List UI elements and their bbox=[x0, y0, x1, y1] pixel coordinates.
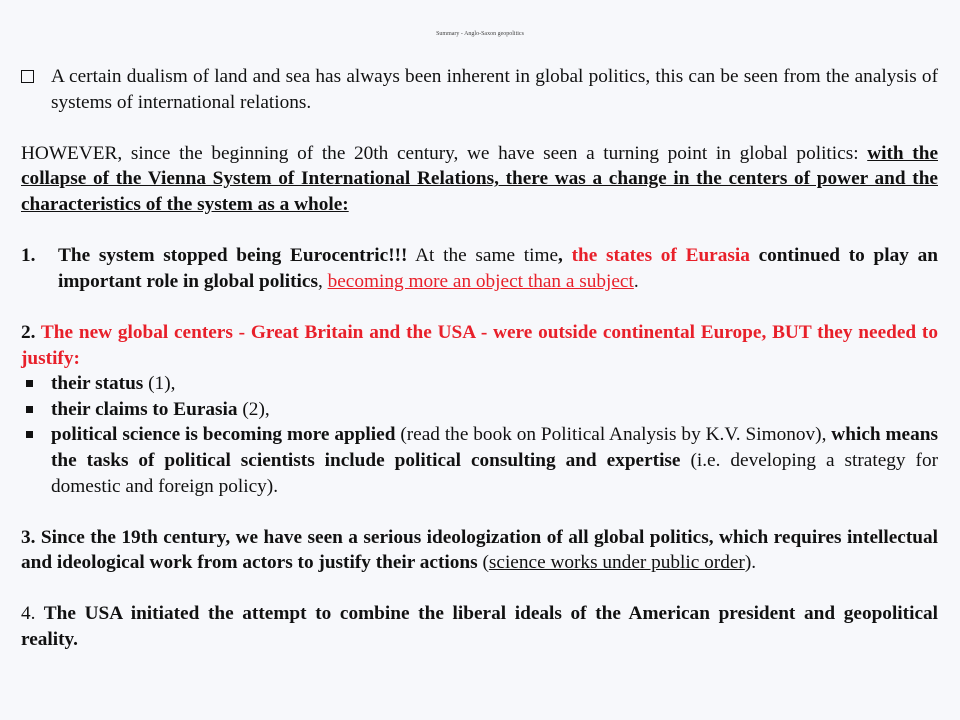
point-1-end: . bbox=[633, 270, 639, 292]
point-3-open: ( bbox=[477, 552, 489, 574]
bullet-3-rest-2: (i.e. developing a strategy for domestic and foreign policy). bbox=[51, 449, 939, 497]
point-2-bullet-3 bbox=[21, 422, 938, 499]
bullet-3-bold: political science is becoming more applied bbox=[51, 424, 396, 446]
square-bullet-icon bbox=[26, 431, 33, 438]
point-2-text: The new global centers - Great Britain and the USA - were outside continental Europe, BUT they needed to justify: bbox=[21, 321, 938, 369]
point-2 bbox=[21, 320, 938, 371]
point-1-text-a: At the same time bbox=[407, 245, 559, 267]
slide-content bbox=[21, 64, 938, 653]
point-3-underline: science works under public order bbox=[488, 552, 745, 574]
point-3-bold: 3. Since the 19th century, we have seen a serious ideologization of all global politics, which requires intellectual and ideological work from actors to justify their actions bbox=[21, 526, 938, 574]
point-1 bbox=[21, 243, 938, 294]
point-3 bbox=[21, 525, 938, 576]
point-2-number: 2. bbox=[21, 321, 36, 343]
point-4-number: 4. bbox=[21, 603, 36, 625]
however-lead: HOWEVER, since the beginning of the 20th century, we have seen a turning point in global politics: bbox=[21, 142, 868, 164]
bullet-1-bold: their status bbox=[51, 373, 144, 395]
however-paragraph bbox=[21, 141, 938, 218]
point-4 bbox=[21, 601, 938, 652]
bullet-1-rest: (1), bbox=[143, 373, 176, 395]
square-bullet-icon bbox=[26, 406, 33, 413]
point-1-number: 1. bbox=[21, 245, 36, 267]
square-bullet-icon bbox=[26, 380, 33, 387]
bullet-3-rest: (read the book on Political Analysis by K.V. Simonov), bbox=[395, 424, 827, 446]
intro-bullet bbox=[21, 64, 938, 115]
bullet-3-bold-2: which means the tasks of political scientists include political consulting and expertise bbox=[51, 424, 938, 471]
point-2-bullet-2 bbox=[21, 397, 938, 423]
bullet-2-bold: their claims to Eurasia bbox=[51, 398, 238, 420]
point-1-comma-a: , bbox=[558, 245, 572, 267]
however-emphasis: with the collapse of the Vienna System of International Relations, there was a change in the centers of power and the characteristics of the system as a whole: bbox=[21, 142, 938, 215]
point-3-close: ). bbox=[744, 552, 757, 574]
checkbox-bullet-icon bbox=[21, 64, 34, 91]
bullet-2-rest: (2), bbox=[237, 398, 270, 420]
point-1-object: becoming more an object than a subject bbox=[327, 270, 634, 292]
point-4-bold: The USA initiated the attempt to combine the liberal ideals of the American president and geopolitical reality. bbox=[21, 603, 938, 651]
point-2-bullet-1 bbox=[21, 371, 938, 397]
intro-text: A certain dualism of land and sea has always been inherent in global politics, this can be seen from the analysis of systems of international relations. bbox=[51, 66, 938, 113]
point-1-eurasia: the states of Eurasia bbox=[571, 245, 750, 267]
point-1-comma-b: , bbox=[317, 270, 328, 292]
slide-header: Summary - Anglo-Saxon geopolitics bbox=[436, 31, 524, 37]
point-1-text-b: continued to play an important role in global politics bbox=[58, 245, 938, 292]
point-1-bold: The system stopped being Eurocentric!!! bbox=[58, 245, 408, 267]
